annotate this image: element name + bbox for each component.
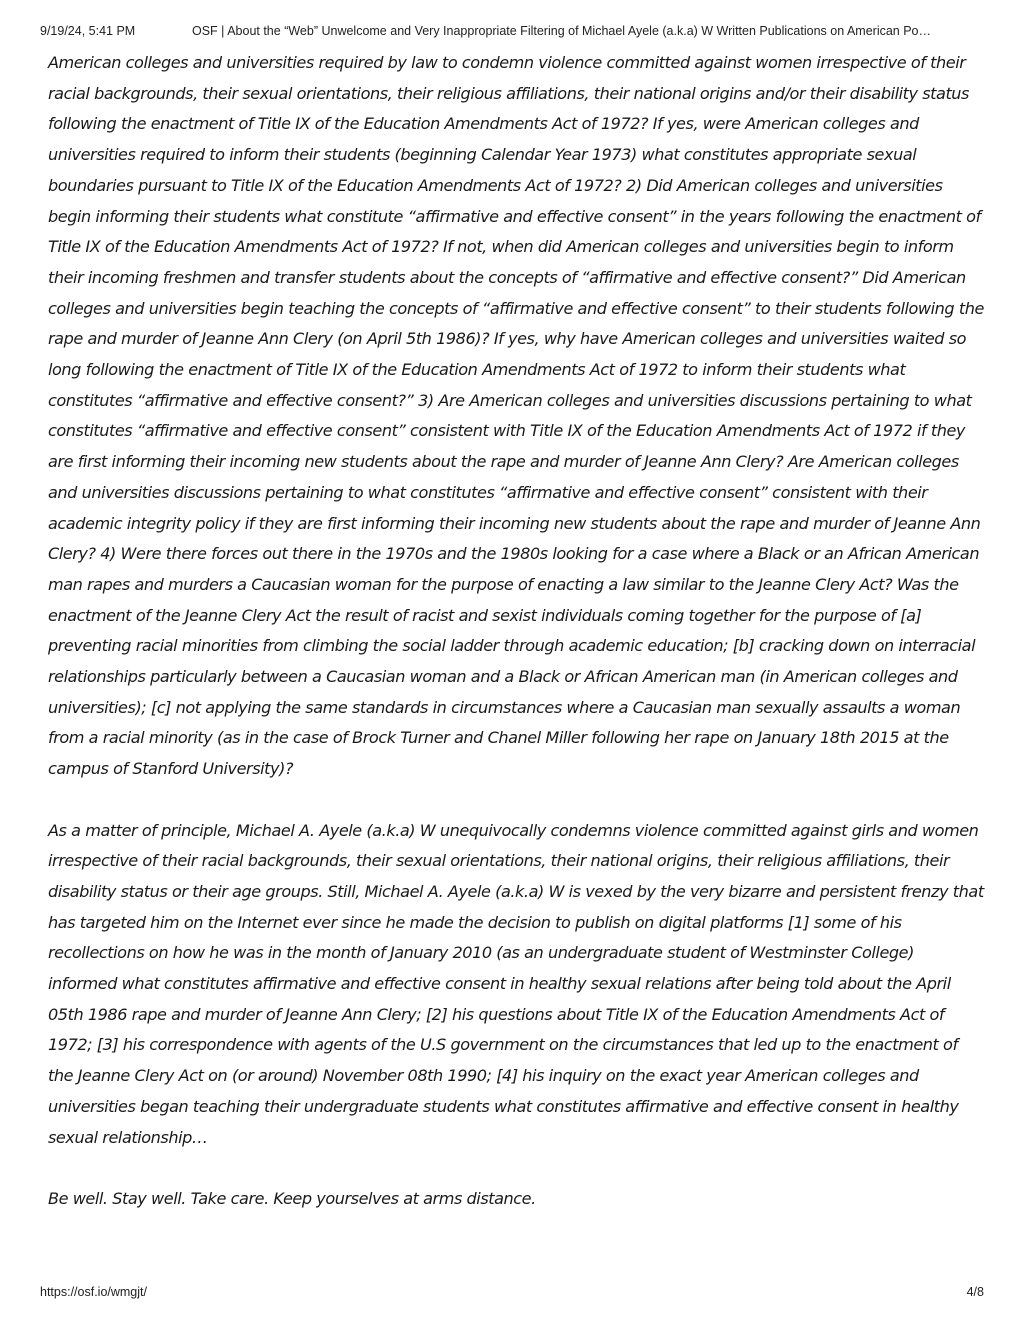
print-datetime: 9/19/24, 5:41 PM [40,24,136,38]
article-body [48,48,984,1245]
article-paragraph-2: As a matter of principle, Michael A. Ayele (a.k.a) W unequivocally condemns violence committed against girls and women irrespective of their racial backgrounds, their sexual orientations, their national origins, their religious affiliations, their disability status or their age groups. Still, Michael A. Ayele (a.k.a) W is vexed by the very bizarre and persistent frenzy that has targeted him on the Internet ever since he made the decision to publish on digital platforms [1] some of his recollections on how he was in the month of January 2010 (as an undergraduate student of Westminster College) informed what constitutes affirmative and effective consent in healthy sexual relations after being told about the April 05th 1986 rape and murder of Jeanne Ann Clery; [2] his questions about Title IX of the Education Amendments Act of 1972; [3] his correspondence with agents of the U.S government on the circumstances that led up to the enactment of the Jeanne Clery Act on (or around) November 08th 1990; [4] his inquiry on the exact year American colleges and universities began teaching their undergraduate students what constitutes affirmative and effective consent in healthy sexual relationship… [48,820,984,1147]
print-footer [40,1285,984,1303]
page-number: 4/8 [966,1285,984,1299]
print-url: https://osf.io/wmgjt/ [40,1285,147,1299]
article-paragraph-3: Be well. Stay well. Take care. Keep yourselves at arms distance. [48,1188,536,1208]
print-header [40,24,984,42]
print-page-title: OSF | About the “Web” Unwelcome and Very Inappropriate Filtering of Michael Ayele (a.k.a) W Written Publications on American Po… [192,24,932,38]
article-paragraph-1: American colleges and universities required by law to condemn violence committed against women irrespective of their racial backgrounds, their sexual orientations, their religious affiliations, their national origins and/or their disability status following the enactment of Title IX of the Education Amendments Act of 1972? If yes, were American colleges and universities required to inform their students (beginning Calendar Year 1973) what constitutes appropriate sexual boundaries pursuant to Title IX of the Education Amendments Act of 1972? 2) Did American colleges and universities begin informing their students what constitute “affirmative and effective consent” in the years following the enactment of Title IX of the Education Amendments Act of 1972? If not, when did American colleges and universities begin to inform their incoming freshmen and transfer students about the concepts of “affirmative and effective consent?” Did American colleges and universities begin teaching the concepts of “affirmative and effective consent” to their students following the rape and murder of Jeanne Ann Clery (on April 5th 1986)? If yes, why have American colleges and universities waited so long following the enactment of Title IX of the Education Amendments Act of 1972 to inform their students what constitutes “affirmative and effective consent?” 3) Are American colleges and universities discussions pertaining to what constitutes “affirmative and effective consent” consistent with Title IX of the Education Amendments Act of 1972 if they are first informing their incoming new students about the rape and murder of Jeanne Ann Clery? Are American colleges and universities discussions pertaining to what constitutes “affirmative and effective consent” consistent with their academic integrity policy if they are first informing their incoming new students about the rape and murder of Jeanne Ann Clery? 4) Were there forces out there in the 1970s and the 1980s looking for a case where a Black or an African American man rapes and murders a Caucasian woman for the purpose of enacting a law similar to the Jeanne Clery Act? Was the enactment of the Jeanne Clery Act the result of racist and sexist individuals coming together for the purpose of [a] preventing racial minorities from climbing the social ladder through academic education; [b] cracking down on interracial relationships particularly between a Caucasian woman and a Black or African American man (in American colleges and universities); [c] not applying the same standards in circumstances where a Caucasian man sexually assaults a woman from a racial minority (as in the case of Brock Turner and Chanel Miller following her rape on January 18th 2015 at the campus of Stanford University)? [48,53,984,779]
